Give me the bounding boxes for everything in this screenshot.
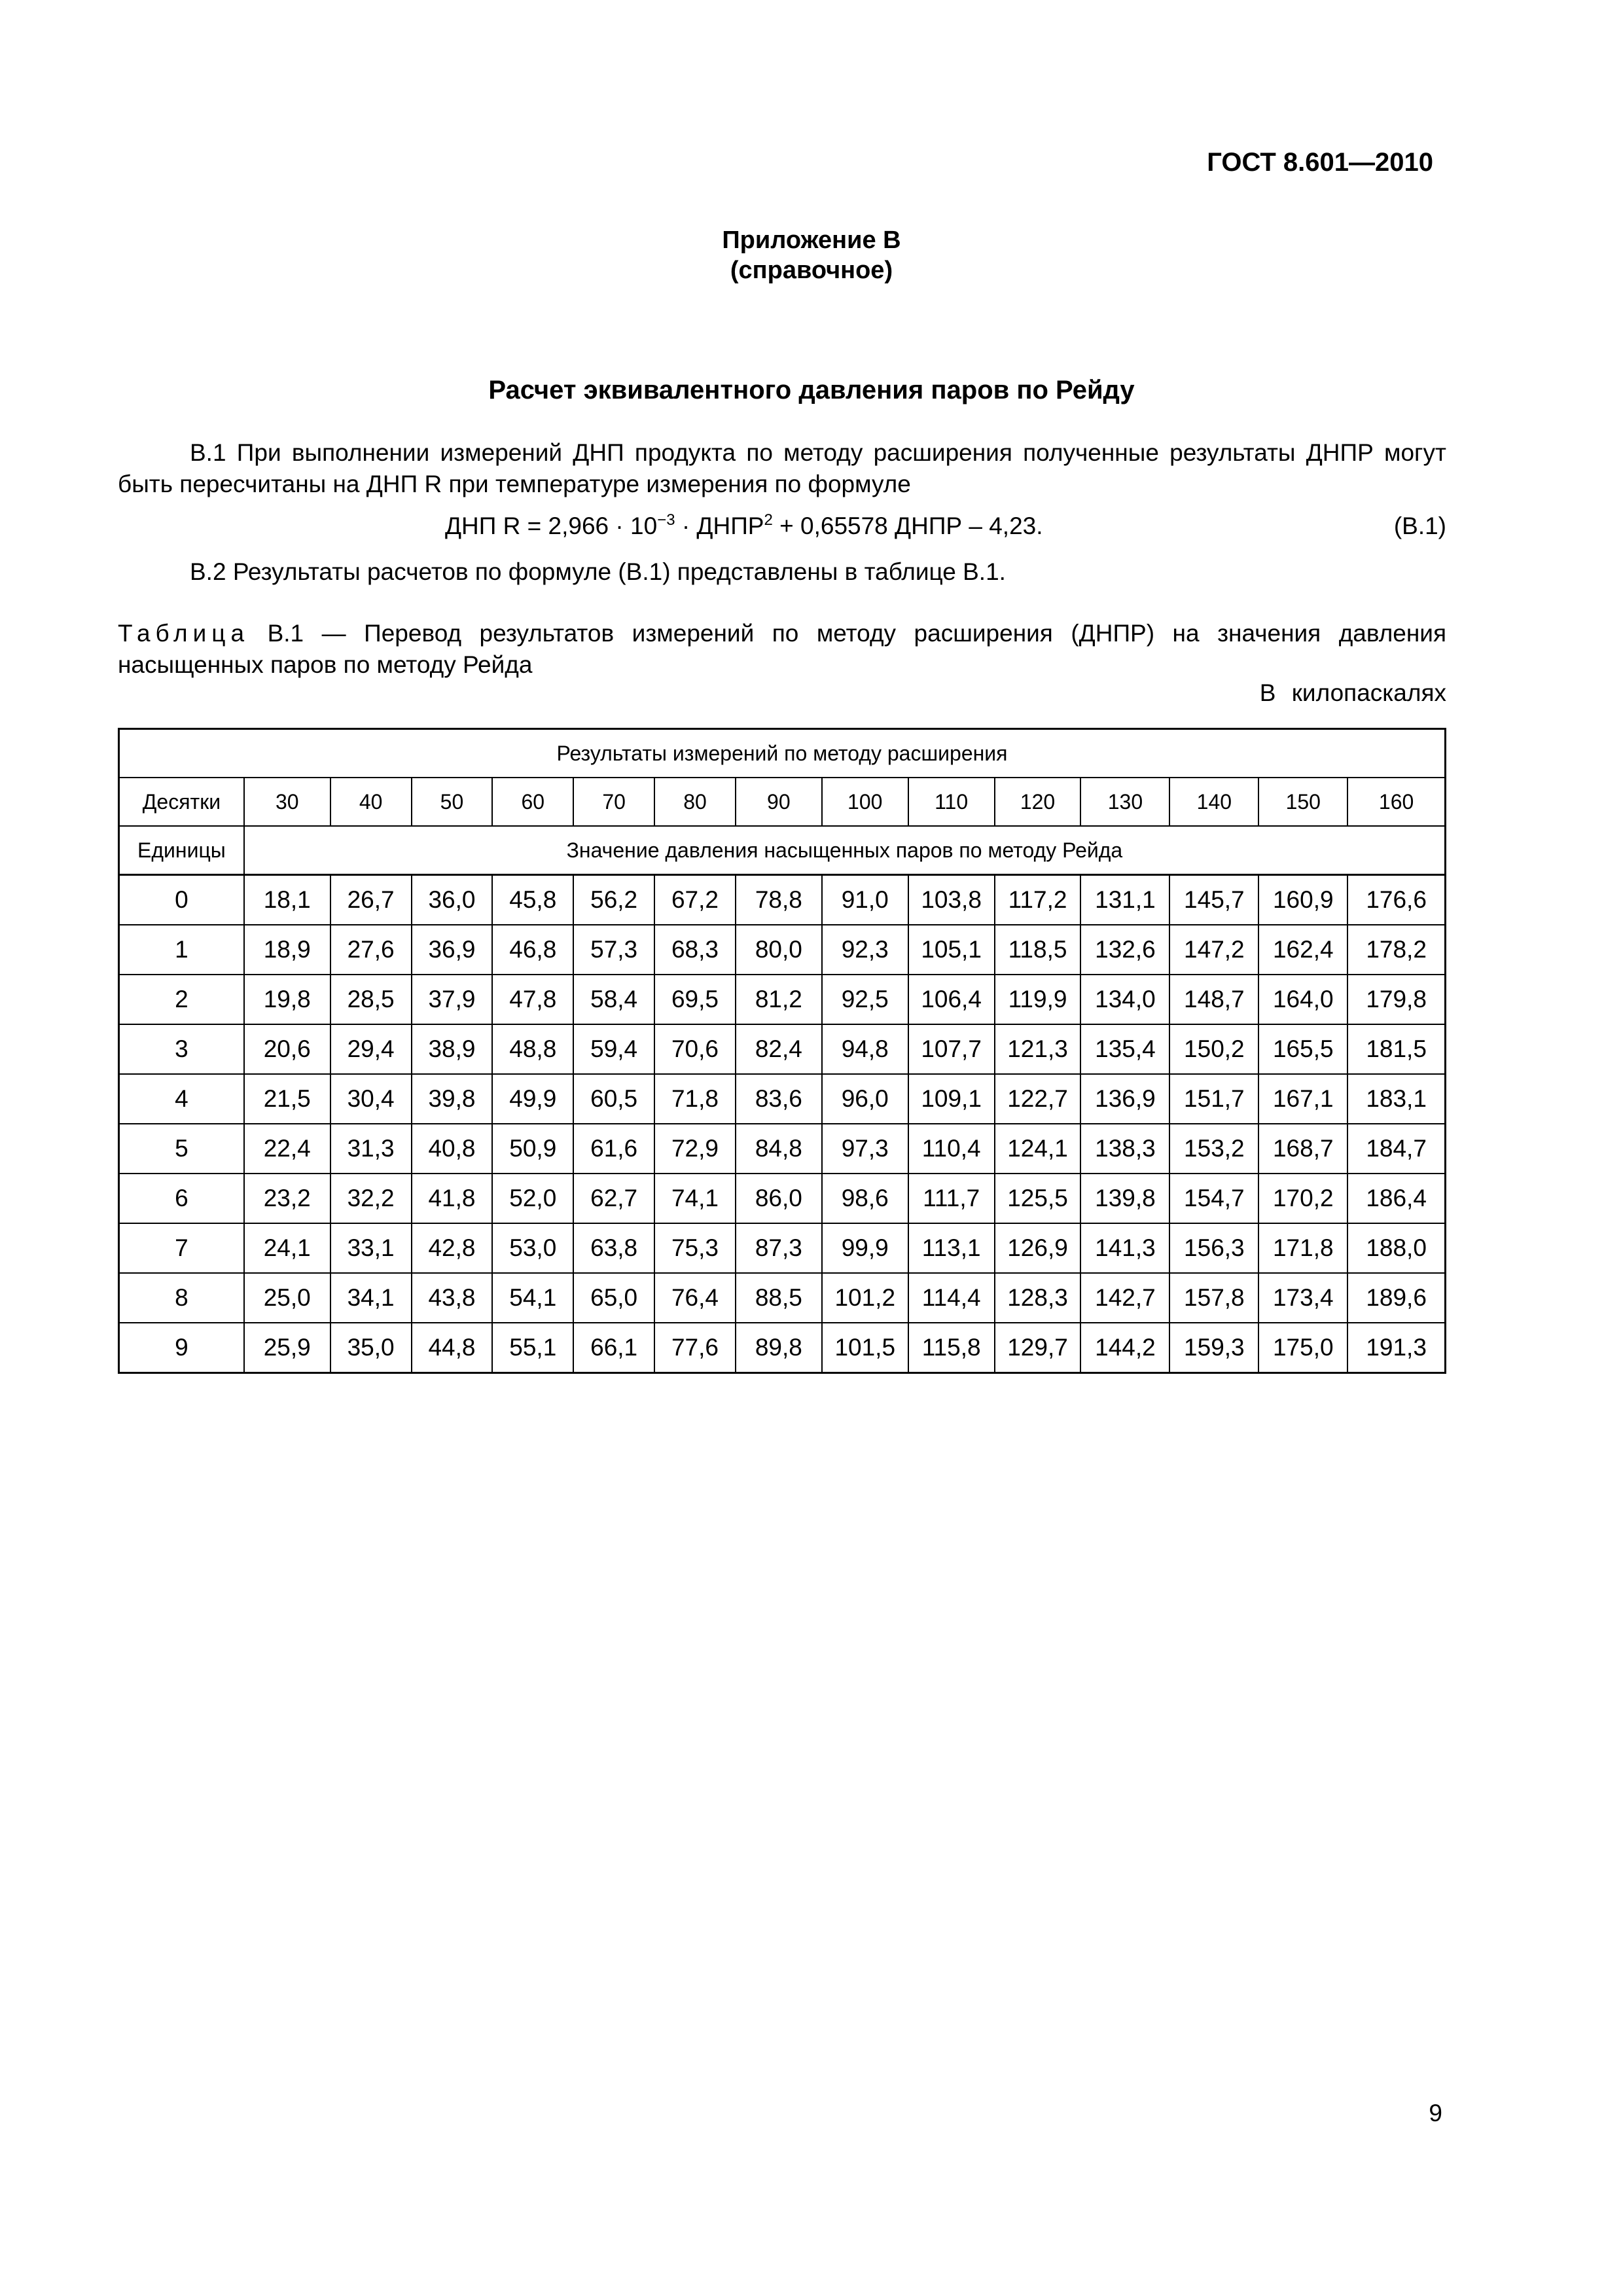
- table-cell: 121,3: [995, 1024, 1081, 1074]
- table-cell: 129,7: [995, 1323, 1081, 1373]
- table-cell: 142,7: [1080, 1273, 1169, 1323]
- table-cell: 71,8: [654, 1074, 736, 1124]
- row-unit-cell: 5: [119, 1124, 244, 1174]
- table-cell: 164,0: [1258, 975, 1347, 1024]
- row-unit-cell: 2: [119, 975, 244, 1024]
- table-cell: 188,0: [1347, 1223, 1445, 1273]
- table-row: [119, 975, 1446, 1024]
- table-cell: 36,0: [412, 875, 493, 925]
- table-cell: 176,6: [1347, 875, 1445, 925]
- table-cell: 92,3: [822, 925, 908, 975]
- table-cell: 67,2: [654, 875, 736, 925]
- table-caption-text: В.1 — Перевод результатов измерений по методу расширения (ДНПР) на значения давления насыщенных паров по методу Рейда: [118, 620, 1446, 678]
- row-unit-cell: 4: [119, 1074, 244, 1124]
- table-cell: 72,9: [654, 1124, 736, 1174]
- paragraph-1-text: В.1 При выполнении измерений ДНП продукта по методу расширения полученные результаты ДНПР могут быть пересчитаны на ДНП R при температуре измерения по формуле: [118, 439, 1446, 497]
- table-cell: 38,9: [412, 1024, 493, 1074]
- table-cell: 171,8: [1258, 1223, 1347, 1273]
- table-cell: 107,7: [908, 1024, 995, 1074]
- table-cell: 34,1: [330, 1273, 412, 1323]
- row-unit-cell: 0: [119, 875, 244, 925]
- tens-header-cell: 120: [995, 778, 1081, 826]
- tens-header-cell: 40: [330, 778, 412, 826]
- table-cell: 189,6: [1347, 1273, 1445, 1323]
- units-label: Единицы: [119, 826, 244, 875]
- table-cell: 32,2: [330, 1174, 412, 1223]
- table-cell: 76,4: [654, 1273, 736, 1323]
- table-cell: 186,4: [1347, 1174, 1445, 1223]
- table-row: [119, 1223, 1446, 1273]
- table-cell: 179,8: [1347, 975, 1445, 1024]
- table-cell: 117,2: [995, 875, 1081, 925]
- table-cell: 150,2: [1169, 1024, 1258, 1074]
- table-cell: 147,2: [1169, 925, 1258, 975]
- table-cell: 145,7: [1169, 875, 1258, 925]
- table-row: [119, 925, 1446, 975]
- tens-header-cell: 70: [573, 778, 654, 826]
- table-cell: 62,7: [573, 1174, 654, 1223]
- table-cell: 26,7: [330, 875, 412, 925]
- table-cell: 183,1: [1347, 1074, 1445, 1124]
- table-body: [119, 729, 1446, 1373]
- table-cell: 45,8: [492, 875, 573, 925]
- table-cell: 18,9: [244, 925, 330, 975]
- table-cell: 97,3: [822, 1124, 908, 1174]
- table-cell: 59,4: [573, 1024, 654, 1074]
- table-cell: 87,3: [736, 1223, 822, 1273]
- table-cell: 40,8: [412, 1124, 493, 1174]
- table-cell: 47,8: [492, 975, 573, 1024]
- table-cell: 54,1: [492, 1273, 573, 1323]
- table-cell: 58,4: [573, 975, 654, 1024]
- table-cell: 135,4: [1080, 1024, 1169, 1074]
- table-cell: 68,3: [654, 925, 736, 975]
- tens-header-cell: 50: [412, 778, 493, 826]
- table-tens-row: [119, 778, 1446, 826]
- table-cell: 57,3: [573, 925, 654, 975]
- table-row: [119, 1323, 1446, 1373]
- table-row: [119, 1124, 1446, 1174]
- tens-header-cell: 100: [822, 778, 908, 826]
- table-cell: 18,1: [244, 875, 330, 925]
- tens-header-cell: 60: [492, 778, 573, 826]
- table-cell: 78,8: [736, 875, 822, 925]
- table-cell: 63,8: [573, 1223, 654, 1273]
- units-note: В килопаскалях: [1259, 679, 1446, 706]
- table-cell: 42,8: [412, 1223, 493, 1273]
- table-cell: 33,1: [330, 1223, 412, 1273]
- table-cell: 61,6: [573, 1124, 654, 1174]
- table-cell: 23,2: [244, 1174, 330, 1223]
- tens-header-cell: 160: [1347, 778, 1445, 826]
- formula-number: (В.1): [1393, 512, 1446, 539]
- row-unit-cell: 1: [119, 925, 244, 975]
- table-row: [119, 1024, 1446, 1074]
- table-cell: 60,5: [573, 1074, 654, 1124]
- table-cell: 148,7: [1169, 975, 1258, 1024]
- table-cell: 191,3: [1347, 1323, 1445, 1373]
- formula-expression: [445, 511, 1043, 542]
- appendix-heading: [0, 225, 1623, 285]
- table-cell: 29,4: [330, 1024, 412, 1074]
- row-unit-cell: 8: [119, 1273, 244, 1323]
- table-cell: 168,7: [1258, 1124, 1347, 1174]
- tens-header-cell: 140: [1169, 778, 1258, 826]
- table-cell: 184,7: [1347, 1124, 1445, 1174]
- table-cell: 30,4: [330, 1074, 412, 1124]
- tens-header-cell: 80: [654, 778, 736, 826]
- table-cell: 124,1: [995, 1124, 1081, 1174]
- table-row: [119, 875, 1446, 925]
- page-number: 9: [1429, 2100, 1442, 2126]
- table-cell: 77,6: [654, 1323, 736, 1373]
- table-cell: 50,9: [492, 1124, 573, 1174]
- table-cell: 113,1: [908, 1223, 995, 1273]
- table-cell: 88,5: [736, 1273, 822, 1323]
- paragraph-1: [118, 437, 1446, 500]
- table-cell: 154,7: [1169, 1174, 1258, 1223]
- table-cell: 43,8: [412, 1273, 493, 1323]
- table-cell: 134,0: [1080, 975, 1169, 1024]
- table-cell: 136,9: [1080, 1074, 1169, 1124]
- table-cell: 111,7: [908, 1174, 995, 1223]
- table-cell: 28,5: [330, 975, 412, 1024]
- tens-header-cell: 90: [736, 778, 822, 826]
- table-cell: 153,2: [1169, 1124, 1258, 1174]
- table-cell: 39,8: [412, 1074, 493, 1124]
- table-cell: 160,9: [1258, 875, 1347, 925]
- table-cell: 55,1: [492, 1323, 573, 1373]
- table-cell: 99,9: [822, 1223, 908, 1273]
- table-cell: 53,0: [492, 1223, 573, 1273]
- appendix-title: Приложение В: [722, 226, 901, 254]
- table-cell: 91,0: [822, 875, 908, 925]
- tens-header-cell: 110: [908, 778, 995, 826]
- table-cell: 24,1: [244, 1223, 330, 1273]
- tens-header-cell: 150: [1258, 778, 1347, 826]
- table-cell: 48,8: [492, 1024, 573, 1074]
- table-cell: 65,0: [573, 1273, 654, 1323]
- table-cell: 69,5: [654, 975, 736, 1024]
- table-cell: 105,1: [908, 925, 995, 975]
- table-top-header-row: [119, 729, 1446, 778]
- table-cell: 106,4: [908, 975, 995, 1024]
- table-cell: 125,5: [995, 1174, 1081, 1223]
- formula-part-2: · ДНПР: [675, 512, 764, 539]
- table-cell: 170,2: [1258, 1174, 1347, 1223]
- formula-part-1: ДНП R = 2,966 · 10: [445, 512, 658, 539]
- table-cell: 109,1: [908, 1074, 995, 1124]
- paragraph-2-text: В.2 Результаты расчетов по формуле (В.1) представлены в таблице В.1.: [190, 558, 1006, 585]
- formula-square: 2: [764, 511, 773, 529]
- table-cell: 37,9: [412, 975, 493, 1024]
- row-unit-cell: 3: [119, 1024, 244, 1074]
- table-cell: 41,8: [412, 1174, 493, 1223]
- value-header: Значение давления насыщенных паров по методу Рейда: [244, 826, 1446, 875]
- table-cell: 126,9: [995, 1223, 1081, 1273]
- table-cell: 173,4: [1258, 1273, 1347, 1323]
- table-cell: 128,3: [995, 1273, 1081, 1323]
- table-cell: 138,3: [1080, 1124, 1169, 1174]
- table-cell: 156,3: [1169, 1223, 1258, 1273]
- table-cell: 110,4: [908, 1124, 995, 1174]
- paragraph-2: [118, 556, 1446, 588]
- table-cell: 167,1: [1258, 1074, 1347, 1124]
- table-cell: 36,9: [412, 925, 493, 975]
- table-cell: 162,4: [1258, 925, 1347, 975]
- table-row: [119, 1273, 1446, 1323]
- table-cell: 144,2: [1080, 1323, 1169, 1373]
- table-cell: 74,1: [654, 1174, 736, 1223]
- table-cell: 114,4: [908, 1273, 995, 1323]
- table-caption: [118, 618, 1446, 681]
- formula-exponent: −3: [657, 511, 675, 529]
- table-cell: 118,5: [995, 925, 1081, 975]
- table-cell: 19,8: [244, 975, 330, 1024]
- table-cell: 52,0: [492, 1174, 573, 1223]
- table-row: [119, 1074, 1446, 1124]
- table-cell: 84,8: [736, 1124, 822, 1174]
- table-cell: 66,1: [573, 1323, 654, 1373]
- table-cell: 115,8: [908, 1323, 995, 1373]
- table-cell: 175,0: [1258, 1323, 1347, 1373]
- table-cell: 44,8: [412, 1323, 493, 1373]
- table-cell: 178,2: [1347, 925, 1445, 975]
- table-cell: 122,7: [995, 1074, 1081, 1124]
- formula: [118, 511, 1446, 542]
- table-cell: 27,6: [330, 925, 412, 975]
- table-cell: 25,9: [244, 1323, 330, 1373]
- table-row: [119, 1174, 1446, 1223]
- table-cell: 56,2: [573, 875, 654, 925]
- table-cell: 75,3: [654, 1223, 736, 1273]
- table-cell: 31,3: [330, 1124, 412, 1174]
- table-cell: 86,0: [736, 1174, 822, 1223]
- table-cell: 103,8: [908, 875, 995, 925]
- table-cell: 151,7: [1169, 1074, 1258, 1124]
- row-unit-cell: 6: [119, 1174, 244, 1223]
- table-cell: 94,8: [822, 1024, 908, 1074]
- tens-label: Десятки: [119, 778, 244, 826]
- formula-part-3: + 0,65578 ДНПР – 4,23.: [772, 512, 1043, 539]
- table-top-header: Результаты измерений по методу расширения: [119, 729, 1446, 778]
- table-cell: 141,3: [1080, 1223, 1169, 1273]
- table-cell: 21,5: [244, 1074, 330, 1124]
- table-cell: 80,0: [736, 925, 822, 975]
- row-unit-cell: 9: [119, 1323, 244, 1373]
- table-cell: 82,4: [736, 1024, 822, 1074]
- table-cell: 46,8: [492, 925, 573, 975]
- tens-header-cell: 30: [244, 778, 330, 826]
- table-caption-label: Таблица: [118, 620, 250, 647]
- table-cell: 81,2: [736, 975, 822, 1024]
- table-cell: 139,8: [1080, 1174, 1169, 1223]
- conversion-table: [118, 728, 1446, 1374]
- table-cell: 22,4: [244, 1124, 330, 1174]
- table-cell: 98,6: [822, 1174, 908, 1223]
- table-cell: 157,8: [1169, 1273, 1258, 1323]
- table-cell: 35,0: [330, 1323, 412, 1373]
- table-cell: 181,5: [1347, 1024, 1445, 1074]
- table-cell: 132,6: [1080, 925, 1169, 975]
- table-cell: 83,6: [736, 1074, 822, 1124]
- row-unit-cell: 7: [119, 1223, 244, 1273]
- table-cell: 96,0: [822, 1074, 908, 1124]
- table-cell: 89,8: [736, 1323, 822, 1373]
- table-cell: 165,5: [1258, 1024, 1347, 1074]
- table-cell: 159,3: [1169, 1323, 1258, 1373]
- table-cell: 101,2: [822, 1273, 908, 1323]
- document-code: ГОСТ 8.601—2010: [1207, 148, 1433, 177]
- table-cell: 131,1: [1080, 875, 1169, 925]
- table-cell: 119,9: [995, 975, 1081, 1024]
- table-cell: 92,5: [822, 975, 908, 1024]
- appendix-subtitle: (справочное): [730, 257, 893, 284]
- table-cell: 20,6: [244, 1024, 330, 1074]
- table-cell: 49,9: [492, 1074, 573, 1124]
- tens-header-cell: 130: [1080, 778, 1169, 826]
- section-title: Расчет эквивалентного давления паров по Рейду: [488, 376, 1135, 404]
- table-units-header-row: [119, 826, 1446, 875]
- table-cell: 101,5: [822, 1323, 908, 1373]
- table-cell: 25,0: [244, 1273, 330, 1323]
- table-cell: 70,6: [654, 1024, 736, 1074]
